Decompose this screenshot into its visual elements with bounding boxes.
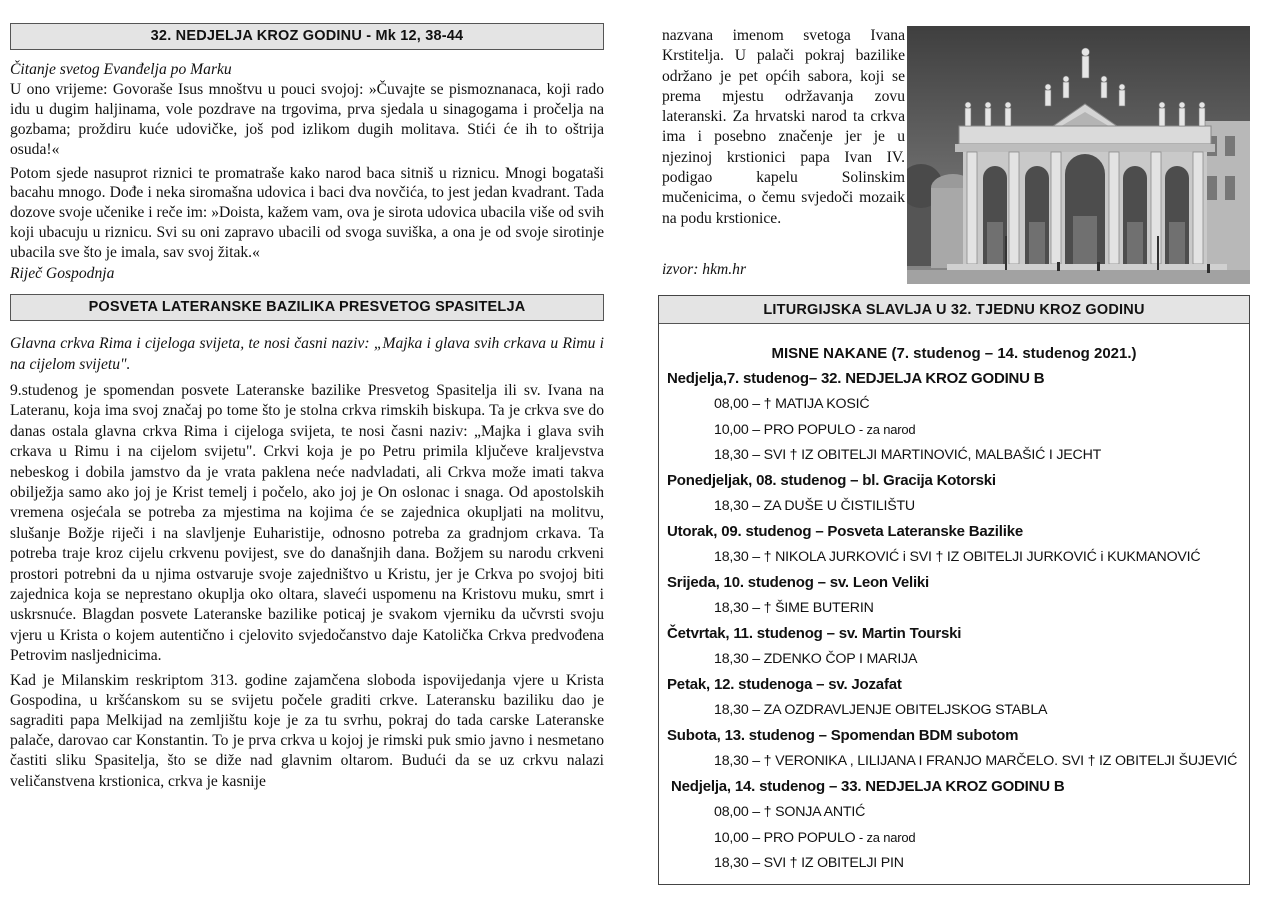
mass-text: 08,00 – † MATIJA KOSIĆ	[714, 395, 870, 412]
mass-text: 18,30 – † NIKOLA JURKOVIĆ i SVI † IZ OBITELJI JURKOVIĆ i KUKMANOVIĆ	[714, 548, 1201, 565]
lateran-intro: Glavna crkva Rima i cijeloga svijeta, te nosi časni naziv: „Majka i glava svih crkava u Rimu i na cijelom svijetu".	[10, 334, 604, 373]
right-column	[658, 22, 1250, 871]
mass-entry	[667, 596, 1249, 622]
day-title: Četvrtak, 11. studenog – sv. Martin Tourski	[667, 625, 962, 642]
mass-entry	[667, 443, 1249, 469]
mass-text: 18,30 – † ŠIME BUTERIN	[714, 599, 874, 616]
day-title: Ponedjeljak, 08. studenog – bl. Gracija Kotorski	[667, 472, 996, 489]
mass-entry	[667, 825, 1249, 851]
basilica-illustration	[907, 26, 1250, 284]
mass-entry	[667, 749, 1249, 775]
mass-intentions-title: MISNE NAKANE (7. studenog – 14. studenog 2021.)	[771, 345, 1137, 362]
lateran-heading: POSVETA LATERANSKE BAZILIKA PRESVETOG SPASITELJA	[10, 294, 604, 321]
liturgy-heading: LITURGIJSKA SLAVLJA U 32. TJEDNU KROZ GODINU	[659, 296, 1249, 324]
day-title: Subota, 13. studenog – Spomendan BDM subotom	[667, 727, 1019, 744]
article-continuation	[658, 22, 1250, 284]
day-title: Nedjelja, 14. studenog – 33. NEDJELJA KROZ GODINU B	[671, 778, 1065, 795]
gospel-intro: Čitanje svetog Evanđelja po Marku	[10, 61, 232, 78]
mass-entry	[667, 417, 1249, 443]
mass-entry	[667, 392, 1249, 418]
lateran-paragraph-1: 9.studenog je spomendan posvete Lateranske bazilike Presvetog Spasitelja ili sv. Ivana na Lateranu, koja ima svoj značaj po tome što je stolna crkva rimskih biskupa. Ta je crkva sve do danas ostala glavna crkva Rima i cijeloga svijeta, te nosi časni naziv: „Majka i glava svih crkava u Rimu i na cijelom svijetu". Crkvi koja je po Petru primila ključeve kraljevstva nebeskog i dobila jamstvo da je vrata paklena neće nadvladati, ali Crkva može imati takva obilježja samo ako joj je Krist temelj i počelo, ako joj je On oslonac i snaga. Od apostolskih vremena osjećala se potreba za mjestima na kojima će se zajednica okupljati na molitvu, slušanje Božje riječi i na slavljenje Euharistije, odnosno potreba za gradnjom crkava. Ta potreba traje kroz cijelu crkvenu povijest, sve do današnjih dana. Božjem su narodu crkveni prostori potrebni da u njima ostvaruje svoje zajedništvo u Kristu, jer je Crkva po svojoj biti zajednica koja se neprestano okuplja oko oltara, slaveći uspomenu na Kristovu muku, smrt i uskrsnuće. Blagdan posvete Lateranske bazilike poticaj je svakom vjerniku da učvrsti svoju vjeru u Krista o kojem autentično i cjelovito svjedočanstvo daje Katolička Crkva predvođena Petrovim nasljednicima.	[10, 381, 604, 665]
mass-text: 08,00 – † SONJA ANTIĆ	[714, 803, 866, 820]
day-title: Nedjelja,7. studenog– 32. NEDJELJA KROZ GODINU B	[667, 370, 1045, 387]
day-title: Utorak, 09. studenog – Posveta Lateranske Bazilike	[667, 523, 1023, 540]
mass-note: - za narod	[855, 830, 916, 845]
mass-text: 18,30 – ZA OZDRAVLJENJE OBITELJSKOG STABLA	[714, 701, 1048, 718]
day-title: Petak, 12. studenoga – sv. Jozafat	[667, 676, 902, 693]
mass-text: 18,30 – ZA DUŠE U ČISTILIŠTU	[714, 497, 915, 514]
lateran-continuation: nazvana imenom svetoga Ivana Krstitelja. U palači pokraj bazilike održano je pet općih sabora, koji se prema mjestu održavanja zovu lateranski. Za hrvatski narod ta crkva ima i posebno značenje jer je u njezinoj krstionici papa Ivan IV. podigao kapelu Solinskim mučenicima, o čemu svjedoči mozaik na podu krstionice.	[662, 27, 905, 227]
mass-entry	[667, 545, 1249, 571]
image-source: izvor: hkm.hr	[662, 261, 747, 278]
mass-text: 10,00 – PRO POPULO	[714, 830, 856, 846]
mass-entry	[667, 800, 1249, 826]
mass-entry	[667, 698, 1249, 724]
mass-entry	[667, 851, 1249, 877]
liturgy-box	[658, 295, 1250, 885]
mass-text: 18,30 – † VERONIKA , LILIJANA I FRANJO MARČELO. SVI † IZ OBITELJI ŠUJEVIĆ	[714, 752, 1238, 769]
mass-entry	[667, 647, 1249, 673]
mass-intentions	[659, 324, 1249, 876]
basilica-photo	[907, 26, 1250, 284]
mass-entry	[667, 494, 1249, 520]
gospel-heading: 32. NEDJELJA KROZ GODINU - Mk 12, 38-44	[10, 23, 604, 50]
gospel-closing: Riječ Gospodnja	[10, 265, 115, 283]
mass-note: - za narod	[855, 422, 916, 437]
day-title: Srijeda, 10. studenog – sv. Leon Veliki	[667, 574, 930, 591]
lateran-paragraph-2: Kad je Milanskim reskriptom 313. godine zajamčena sloboda ispovijedanja vjere u Krista Gospodina, u kršćanskom su se svijetu počele graditi crkve. Lateransku baziliku dao je sagraditi papa Melkijad na zemljištu koje je za tu svrhu, pokraj do tada carske Lateranske palače, darovao car Konstantin. To je prva crkva u kojoj je rimski puk smio javno i nesmetano častiti sliku Spasitelja, što se diže nad glavnim oltarom. Budući da se uz crkvu nalazi veličanstvena krstionica, crkva je kasnije	[10, 671, 604, 790]
mass-text: 18,30 – SVI † IZ OBITELJI PIN	[714, 854, 904, 871]
mass-text: 18,30 – ZDENKO ČOP I MARIJA	[714, 650, 918, 667]
left-column	[10, 22, 604, 792]
gospel-paragraph-2: Potom sjede nasuprot riznici te promatraše kako narod baca sitniš u riznicu. Mnogi bogataši bacahu mnogo. Dođe i neka siromašna udovica i baci dva novčića, to jest jedan kvadrant. Tada dozove svoje učenike i reče im: »Doista, kažem vam, ova je sirota udovica ubacila više od svih koji ubacuju u riznicu. Svi su oni zapravo ubacili od svoga suviška, a ona je od svoje sirotinje ubacila sve što je imala, sav svoj žitak.«	[10, 164, 604, 262]
mass-text: 10,00 – PRO POPULO	[714, 422, 856, 438]
gospel-paragraph-1: U ono vrijeme: Govoraše Isus mnoštvu u pouci svojoj: »Čuvajte se pismoznanaca, koji rado idu u dugim haljinama, vole pozdrave na trgovima, prva sjedala u sinagogama i pročelja na gozbama; proždiru kuće udovičke, još pod izlikom dugih molitava. Stići će ih to oštrija osuda!«	[10, 80, 604, 158]
mass-text: 18,30 – SVI † IZ OBITELJI MARTINOVIĆ, MALBAŠIĆ I JECHT	[714, 446, 1102, 463]
